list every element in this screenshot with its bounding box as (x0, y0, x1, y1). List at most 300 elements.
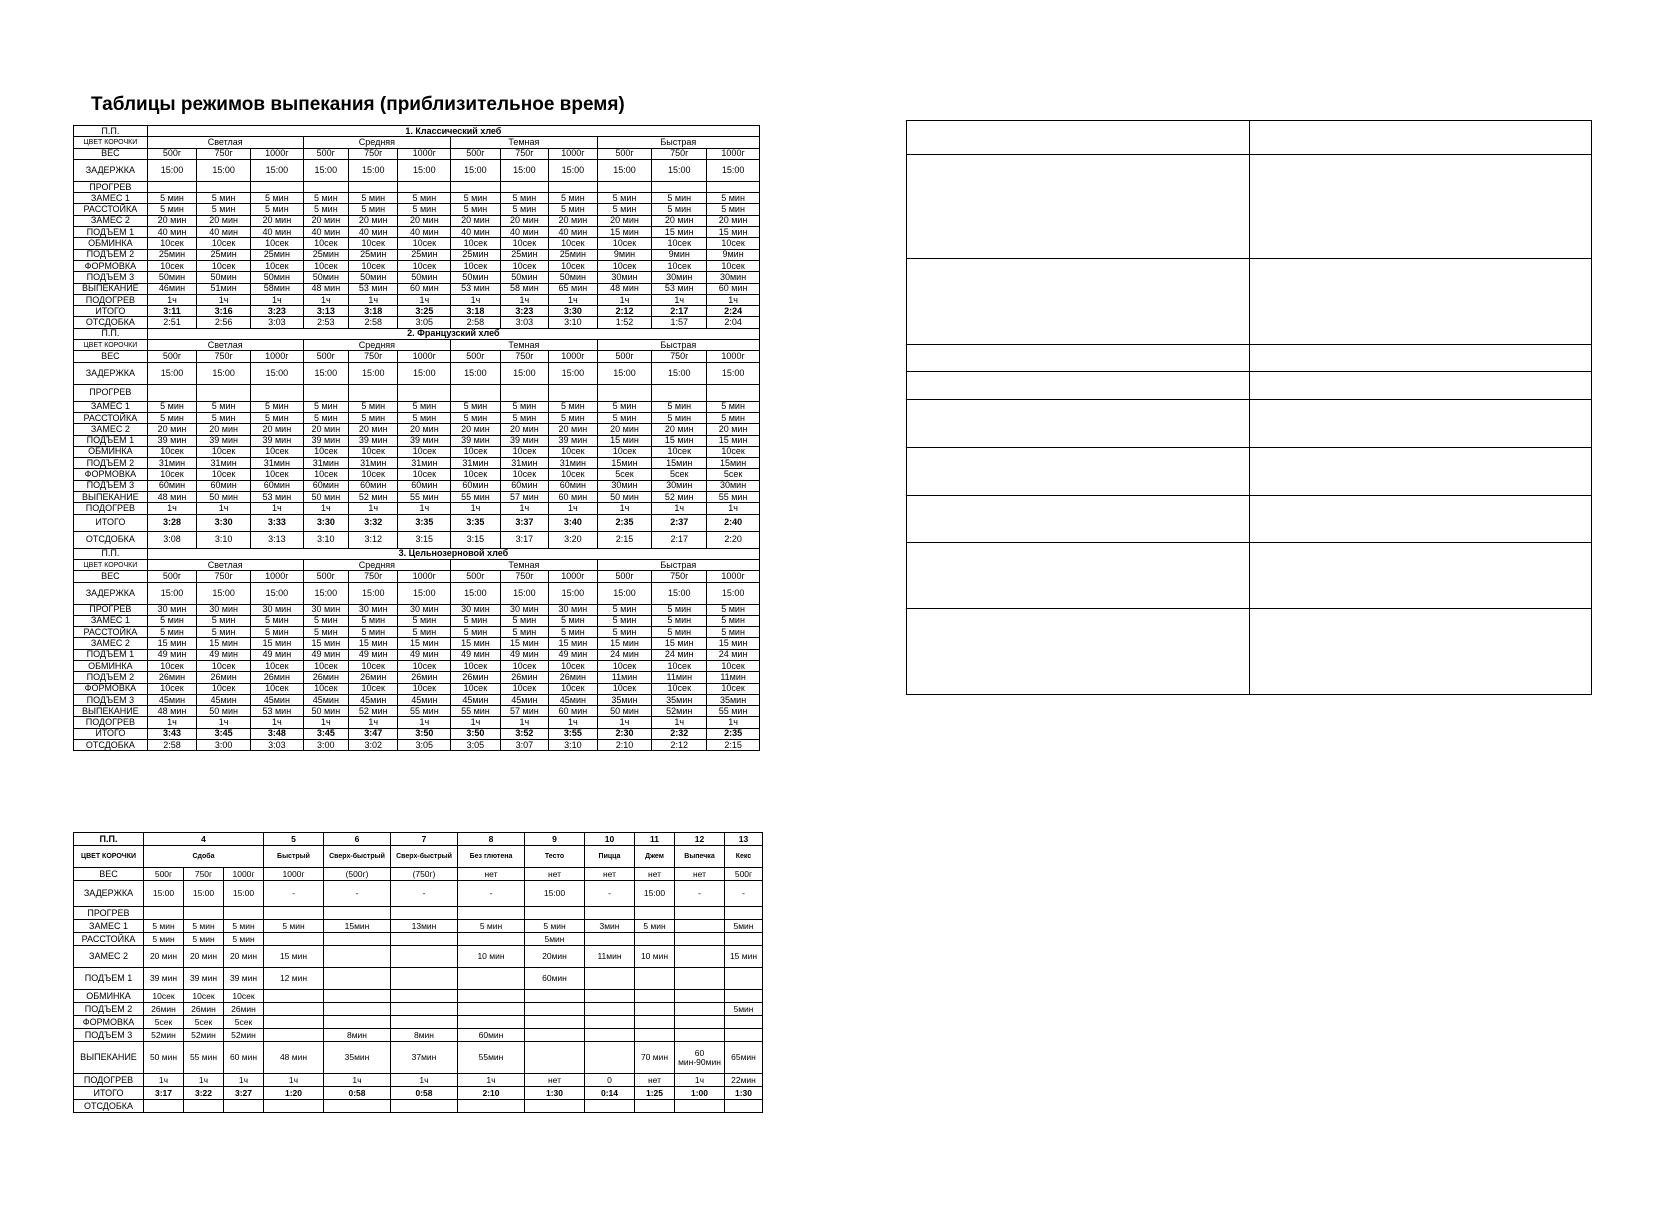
row-shaping (74, 260, 760, 271)
value-cell: 15 мин (303, 638, 348, 649)
value-cell: 35мин (324, 1042, 391, 1074)
value-cell: 10сек (549, 260, 597, 271)
program-number: 9 (525, 833, 585, 846)
crust-color-header: Средняя (303, 559, 450, 570)
value-cell: 46мин (147, 283, 197, 294)
weight-cell: 750г (652, 351, 707, 362)
row-label-shaping: ФОРМОВКА (74, 469, 148, 480)
row-label-cooling: ОТСДОБКА (74, 317, 148, 328)
value-cell: 39 мин (184, 968, 224, 990)
row-label-knead1: ЗАМЕС 1 (74, 193, 148, 204)
value-cell: 5 мин (398, 204, 451, 215)
row-label-weight: ВЕС (74, 148, 148, 159)
value-cell: 15:00 (398, 362, 451, 384)
value-cell: 5 мин (500, 193, 548, 204)
value-cell: 20 мин (500, 424, 548, 435)
value-cell: 15:00 (348, 362, 398, 384)
value-cell: 5 мин (549, 627, 597, 638)
value-cell: 5 мин (251, 204, 304, 215)
value-cell: 10сек (597, 238, 652, 249)
value-cell: 1ч (451, 503, 501, 514)
value-cell: 2:35 (597, 514, 652, 531)
value-cell: 60 мин (549, 492, 597, 503)
value-cell: 5сек (144, 1016, 184, 1029)
value-cell: 1ч (303, 717, 348, 728)
blank-cell (907, 496, 1250, 543)
blank-cell (1249, 496, 1592, 543)
row-label-knead1: ЗАМЕС 1 (74, 615, 148, 626)
value-cell: 10сек (348, 683, 398, 694)
value-cell (585, 1100, 635, 1113)
value-cell: 1ч (348, 503, 398, 514)
value-cell: 10сек (707, 260, 760, 271)
value-cell: 1ч (251, 717, 304, 728)
value-cell (348, 384, 398, 401)
value-cell: 1ч (197, 294, 251, 305)
row-label-crust: ЦВЕТ КОРОЧКИ (74, 559, 148, 570)
value-cell: 1:30 (525, 1087, 585, 1100)
value-cell: 55 мин (398, 492, 451, 503)
value-cell: 1:30 (725, 1087, 763, 1100)
value-cell: 20 мин (398, 424, 451, 435)
value-cell: 49 мин (549, 649, 597, 660)
weight-cell: 1000г (251, 148, 304, 159)
value-cell: 50мин (398, 272, 451, 283)
program-name: Сдоба (144, 846, 264, 868)
value-cell: 57 мин (500, 492, 548, 503)
value-cell: 3:00 (197, 740, 251, 751)
value-cell: 49 мин (398, 649, 451, 660)
value-cell: нет (675, 868, 725, 881)
value-cell: 20 мин (652, 215, 707, 226)
row-label-rest: РАССТОЙКА (74, 933, 144, 946)
value-cell: 9мин (707, 249, 760, 260)
value-cell (725, 1029, 763, 1042)
value-cell: 15:00 (197, 159, 251, 181)
value-cell (147, 384, 197, 401)
value-cell: 15:00 (197, 582, 251, 604)
value-cell: 13мин (391, 920, 458, 933)
value-cell (264, 1003, 324, 1016)
value-cell (458, 933, 525, 946)
value-cell: 37мин (391, 1042, 458, 1074)
value-cell: 1ч (597, 294, 652, 305)
value-cell: 50мин (348, 272, 398, 283)
value-cell: 53 мин (251, 706, 304, 717)
value-cell: 2:30 (597, 728, 652, 739)
value-cell: 15:00 (303, 582, 348, 604)
value-cell: 3:11 (147, 306, 197, 317)
value-cell: 10сек (652, 260, 707, 271)
blank-cell (1249, 345, 1592, 372)
program-number: 12 (675, 833, 725, 846)
value-cell: 5 мин (147, 193, 197, 204)
value-cell: 10сек (251, 660, 304, 671)
weight-cell: 750г (500, 571, 548, 582)
value-cell: 5 мин (707, 401, 760, 412)
value-cell: 0:14 (585, 1087, 635, 1100)
weight-cell: 750г (652, 148, 707, 159)
value-cell: 5 мин (597, 615, 652, 626)
value-cell: 30 мин (549, 604, 597, 615)
value-cell (324, 990, 391, 1003)
value-cell: 5 мин (549, 401, 597, 412)
value-cell: 15:00 (303, 159, 348, 181)
value-cell: 20 мин (597, 424, 652, 435)
value-cell: 45мин (398, 694, 451, 705)
row-total (74, 1087, 763, 1100)
value-cell: 1ч (391, 1074, 458, 1087)
value-cell: 15 мин (549, 638, 597, 649)
row-knead2 (74, 424, 760, 435)
row-rest (74, 412, 760, 423)
row-cooling (74, 317, 760, 328)
value-cell: 1:57 (652, 317, 707, 328)
row-preheat (74, 604, 760, 615)
value-cell: 5мин (725, 920, 763, 933)
value-cell: 20мин (525, 946, 585, 968)
row-label-rest: РАССТОЙКА (74, 627, 148, 638)
weight-cell: 500г (303, 351, 348, 362)
value-cell: 10сек (652, 446, 707, 457)
value-cell: 26мин (144, 1003, 184, 1016)
value-cell: 31мин (451, 458, 501, 469)
value-cell: 5 мин (147, 204, 197, 215)
value-cell: 10сек (451, 260, 501, 271)
value-cell: 1000г (224, 868, 264, 881)
value-cell: 10сек (398, 260, 451, 271)
value-cell: 5 мин (635, 920, 675, 933)
value-cell (391, 1100, 458, 1113)
value-cell (184, 1100, 224, 1113)
value-cell (144, 907, 184, 920)
value-cell: 15 мин (652, 227, 707, 238)
blank-cell (907, 448, 1250, 496)
value-cell: 9мин (652, 249, 707, 260)
row-label-rest: РАССТОЙКА (74, 204, 148, 215)
value-cell: 3:23 (500, 306, 548, 317)
value-cell: 15:00 (707, 582, 760, 604)
value-cell: 2:58 (348, 317, 398, 328)
value-cell (144, 1100, 184, 1113)
value-cell: 10сек (451, 446, 501, 457)
row-total (74, 514, 760, 531)
value-cell: 10сек (303, 469, 348, 480)
value-cell: 10сек (597, 446, 652, 457)
row-rise2 (74, 249, 760, 260)
value-cell (324, 1003, 391, 1016)
row-bake (74, 283, 760, 294)
row-label-rise3: ПОДЪЕМ 3 (74, 480, 148, 491)
value-cell (398, 181, 451, 192)
value-cell: 10сек (451, 469, 501, 480)
row-weight (74, 868, 763, 881)
weight-cell: 750г (348, 351, 398, 362)
value-cell: 15 мин (197, 638, 251, 649)
value-cell: 5 мин (707, 627, 760, 638)
row-rise1 (74, 649, 760, 660)
blank-cell (907, 259, 1250, 345)
value-cell: нет (458, 868, 525, 881)
value-cell: 5 мин (652, 604, 707, 615)
value-cell: 31мин (303, 458, 348, 469)
value-cell: 2:53 (303, 317, 348, 328)
value-cell (585, 933, 635, 946)
crust-row (74, 137, 760, 148)
value-cell: 58мин (251, 283, 304, 294)
value-cell (391, 946, 458, 968)
value-cell (184, 907, 224, 920)
value-cell (458, 1016, 525, 1029)
row-label-warm: ПОДОГРЕВ (74, 503, 148, 514)
value-cell: 53 мин (652, 283, 707, 294)
value-cell: 39 мин (303, 435, 348, 446)
value-cell: 10сек (549, 446, 597, 457)
value-cell: 1ч (324, 1074, 391, 1087)
value-cell: 15:00 (549, 159, 597, 181)
weight-cell: 500г (451, 351, 501, 362)
value-cell: 2:24 (707, 306, 760, 317)
value-cell: 5 мин (500, 401, 548, 412)
row-label-rise2: ПОДЪЕМ 2 (74, 458, 148, 469)
value-cell: 30мин (597, 480, 652, 491)
value-cell: 10сек (707, 660, 760, 671)
program-name-row (74, 846, 763, 868)
value-cell: 15:00 (147, 582, 197, 604)
value-cell: 15 мин (652, 435, 707, 446)
value-cell: 5 мин (303, 615, 348, 626)
value-cell: 3:35 (398, 514, 451, 531)
weight-cell: 750г (197, 571, 251, 582)
value-cell: 20 мин (707, 424, 760, 435)
value-cell: 15:00 (184, 881, 224, 907)
value-cell: 30мин (652, 480, 707, 491)
row-label-shaping: ФОРМОВКА (74, 683, 148, 694)
value-cell: 53 мин (251, 492, 304, 503)
value-cell: 50 мин (597, 706, 652, 717)
row-label-crust: ЦВЕТ КОРОЧКИ (74, 137, 148, 148)
value-cell: 1ч (597, 717, 652, 728)
value-cell: 49 мин (197, 649, 251, 660)
value-cell: 15 мин (597, 435, 652, 446)
row-rise1 (74, 435, 760, 446)
value-cell: 2:12 (652, 740, 707, 751)
value-cell: 55 мин (398, 706, 451, 717)
value-cell (303, 181, 348, 192)
value-cell: 25мин (398, 249, 451, 260)
value-cell: 40 мин (348, 227, 398, 238)
row-punch (74, 446, 760, 457)
value-cell: 12 мин (264, 968, 324, 990)
row-punch (74, 660, 760, 671)
value-cell: 30 мин (500, 604, 548, 615)
value-cell: 10сек (224, 990, 264, 1003)
value-cell: 15:00 (451, 582, 501, 604)
crust-color-header: Светлая (147, 559, 303, 570)
value-cell: 5 мин (348, 401, 398, 412)
value-cell (635, 990, 675, 1003)
value-cell (525, 907, 585, 920)
value-cell (264, 933, 324, 946)
value-cell (500, 181, 548, 192)
value-cell: 50 мин (303, 706, 348, 717)
value-cell: 20 мин (652, 424, 707, 435)
value-cell: 2:17 (652, 306, 707, 317)
row-label-preheat: ПРОГРЕВ (74, 384, 148, 401)
value-cell: 10сек (197, 260, 251, 271)
value-cell (585, 907, 635, 920)
value-cell: 5 мин (147, 401, 197, 412)
value-cell: 3:48 (251, 728, 304, 739)
value-cell: 20 мин (224, 946, 264, 968)
value-cell: 3:32 (348, 514, 398, 531)
value-cell: 1ч (500, 503, 548, 514)
value-cell: 1ч (184, 1074, 224, 1087)
row-rest (74, 627, 760, 638)
row-delay (74, 881, 763, 907)
row-cooling (74, 1100, 763, 1113)
row-label-preheat: ПРОГРЕВ (74, 907, 144, 920)
crust-color-header: Быстрая (597, 340, 759, 351)
value-cell: 11мин (707, 672, 760, 683)
value-cell: 10сек (303, 446, 348, 457)
value-cell: 39 мин (251, 435, 304, 446)
value-cell: 50мин (197, 272, 251, 283)
row-label-warm: ПОДОГРЕВ (74, 717, 148, 728)
value-cell: 40 мин (197, 227, 251, 238)
program-number: 7 (391, 833, 458, 846)
value-cell: 15:00 (500, 362, 548, 384)
value-cell: 5 мин (707, 193, 760, 204)
value-cell: 1ч (398, 717, 451, 728)
value-cell: 24 мин (707, 649, 760, 660)
value-cell: 50мин (147, 272, 197, 283)
value-cell: 15 мин (707, 227, 760, 238)
value-cell (675, 1100, 725, 1113)
value-cell: 3:03 (251, 317, 304, 328)
row-warm (74, 294, 760, 305)
value-cell: 15:00 (147, 362, 197, 384)
value-cell (635, 933, 675, 946)
value-cell: 1ч (147, 294, 197, 305)
value-cell: 15:00 (597, 582, 652, 604)
value-cell: - (391, 881, 458, 907)
value-cell: 10сек (398, 660, 451, 671)
value-cell (398, 384, 451, 401)
value-cell: 5 мин (652, 412, 707, 423)
row-rise3 (74, 1029, 763, 1042)
program-number: 5 (264, 833, 324, 846)
value-cell: 10сек (451, 683, 501, 694)
value-cell: 1ч (398, 503, 451, 514)
value-cell (264, 990, 324, 1003)
value-cell: 15:00 (652, 582, 707, 604)
weight-cell: 1000г (707, 571, 760, 582)
weight-cell: 750г (348, 148, 398, 159)
row-cooling (74, 740, 760, 751)
value-cell: нет (585, 868, 635, 881)
blank-cell (907, 609, 1250, 695)
value-cell: 5 мин (144, 933, 184, 946)
value-cell: 15:00 (303, 362, 348, 384)
row-label-preheat: ПРОГРЕВ (74, 604, 148, 615)
crust-color-header: Средняя (303, 340, 450, 351)
value-cell: 20 мин (549, 424, 597, 435)
program-title: 3. Цельнозерновой хлеб (147, 548, 759, 559)
value-cell: 10сек (197, 683, 251, 694)
value-cell: 50 мин (197, 492, 251, 503)
value-cell: 3:05 (398, 740, 451, 751)
value-cell: 15:00 (652, 362, 707, 384)
value-cell: 48 мин (147, 706, 197, 717)
value-cell: 1ч (147, 503, 197, 514)
weight-cell: 1000г (549, 571, 597, 582)
value-cell (348, 181, 398, 192)
value-cell: 52мин (184, 1029, 224, 1042)
value-cell: 10сек (197, 238, 251, 249)
value-cell: 10сек (652, 238, 707, 249)
value-cell: 10сек (348, 469, 398, 480)
value-cell: 26мин (251, 672, 304, 683)
value-cell: 5 мин (597, 627, 652, 638)
value-cell (675, 907, 725, 920)
value-cell: 40 мин (549, 227, 597, 238)
value-cell: 35мин (707, 694, 760, 705)
value-cell: 26мин (197, 672, 251, 683)
value-cell: 0 (585, 1074, 635, 1087)
value-cell: 3:16 (197, 306, 251, 317)
value-cell: 15 мин (251, 638, 304, 649)
value-cell (585, 968, 635, 990)
value-cell: 1ч (264, 1074, 324, 1087)
value-cell: 3:02 (348, 740, 398, 751)
value-cell: 1ч (348, 294, 398, 305)
value-cell: 15:00 (597, 362, 652, 384)
page-title: Таблицы режимов выпекания (приблизительное время) (91, 94, 625, 115)
row-warm (74, 717, 760, 728)
value-cell: 10сек (398, 238, 451, 249)
value-cell: 10сек (144, 990, 184, 1003)
program-title: 2. Французский хлеб (147, 328, 759, 339)
value-cell: 49 мин (147, 649, 197, 660)
value-cell: 5 мин (251, 627, 304, 638)
value-cell: 5 мин (652, 193, 707, 204)
row-bake (74, 706, 760, 717)
value-cell: 39 мин (500, 435, 548, 446)
row-total (74, 306, 760, 317)
value-cell: 1ч (303, 294, 348, 305)
value-cell (391, 968, 458, 990)
value-cell: 10сек (147, 446, 197, 457)
value-cell: 2:32 (652, 728, 707, 739)
value-cell: 1ч (549, 717, 597, 728)
row-bake (74, 492, 760, 503)
row-label-crust: ЦВЕТ КОРОЧКИ (74, 846, 144, 868)
value-cell: 31мин (251, 458, 304, 469)
value-cell: 3:50 (451, 728, 501, 739)
row-rise2 (74, 458, 760, 469)
value-cell: 26мин (224, 1003, 264, 1016)
value-cell: 60мин (303, 480, 348, 491)
value-cell: 53 мин (451, 283, 501, 294)
value-cell: 3:35 (451, 514, 501, 531)
program-number: 4 (144, 833, 264, 846)
value-cell: 60 мин-90мин (675, 1042, 725, 1074)
program-title-row (74, 126, 760, 137)
value-cell: 31мин (147, 458, 197, 469)
value-cell: 52 мин (348, 706, 398, 717)
row-rise1 (74, 968, 763, 990)
